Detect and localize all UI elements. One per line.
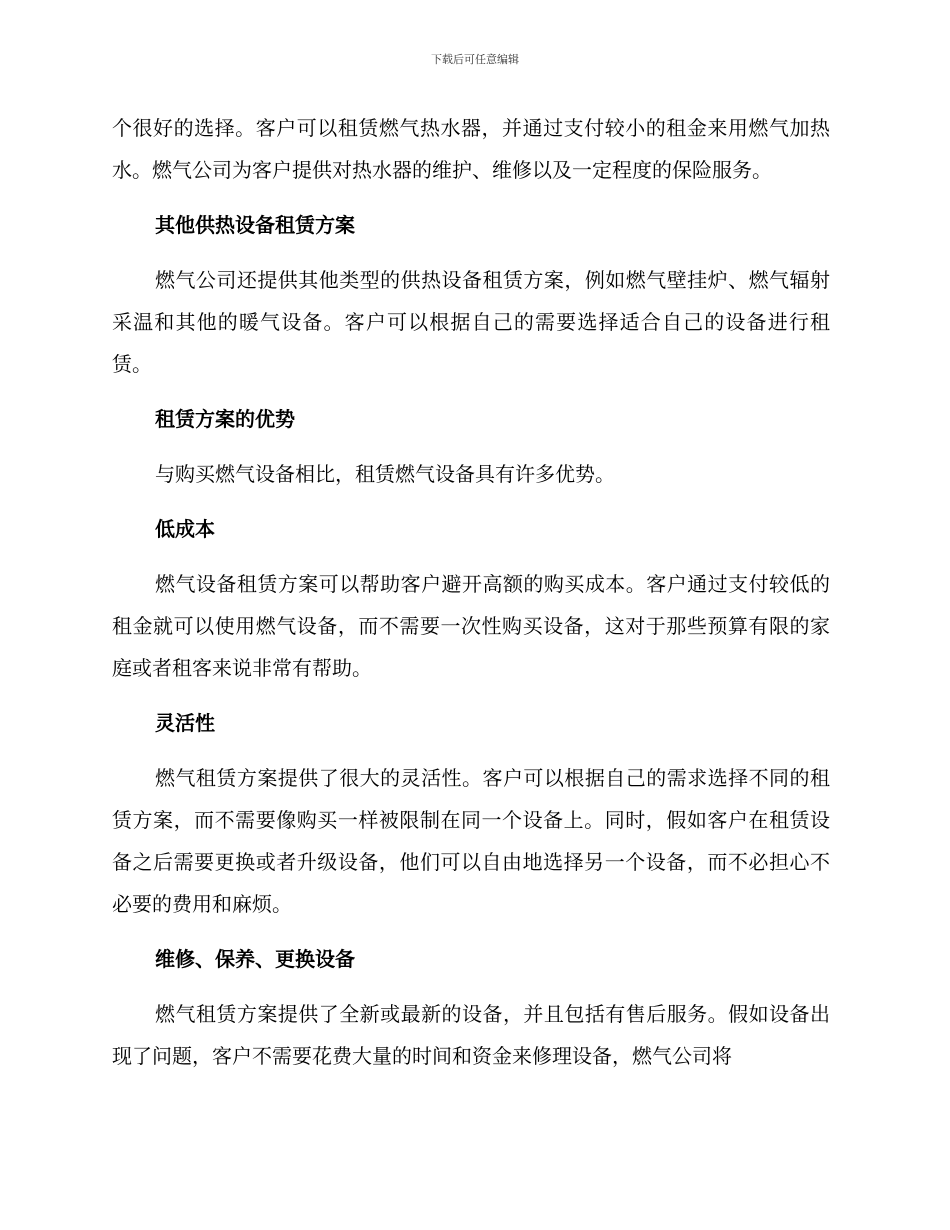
paragraph-maintenance: 燃气租赁方案提供了全新或最新的设备，并且包括有售后服务。假如设备出现了问题，客户不需要花费大量的时间和资金来修理设备，燃气公司将 <box>112 1002 830 1068</box>
section-heading-low-cost: 低成本 <box>155 517 215 541</box>
section-heading-maintenance: 维修、保养、更换设备 <box>155 947 355 971</box>
paragraph-other-heating: 燃气公司还提供其他类型的供热设备租赁方案，例如燃气壁挂炉、燃气辐射采温和其他的暖气设备。客户可以根据自己的需要选择适合自己的设备进行租赁。 <box>112 268 830 376</box>
section-heading-rental-advantages: 租赁方案的优势 <box>155 407 295 431</box>
paragraph-continuation: 个很好的选择。客户可以租赁燃气热水器，并通过支付较小的租金来用燃气加热水。燃气公司为客户提供对热水器的维护、维修以及一定程度的保险服务。 <box>112 116 830 182</box>
paragraph-low-cost: 燃气设备租赁方案可以帮助客户避开高额的购买成本。客户通过支付较低的租金就可以使用燃气设备，而不需要一次性购买设备，这对于那些预算有限的家庭或者租客来说非常有帮助。 <box>112 572 830 680</box>
page-header: 下载后可任意编辑 <box>431 53 519 66</box>
paragraph-advantages-intro: 与购买燃气设备相比，租赁燃气设备具有许多优势。 <box>155 462 615 486</box>
document-body <box>112 107 830 1077</box>
section-heading-flexibility: 灵活性 <box>155 711 215 735</box>
section-heading-other-heating-rental: 其他供热设备租赁方案 <box>155 213 355 237</box>
paragraph-flexibility: 燃气租赁方案提供了很大的灵活性。客户可以根据自己的需求选择不同的租赁方案，而不需要像购买一样被限制在同一个设备上。同时，假如客户在租赁设备之后需要更换或者升级设备，他们可以自由地选择另一个设备，而不必担心不必要的费用和麻烦。 <box>112 766 830 916</box>
